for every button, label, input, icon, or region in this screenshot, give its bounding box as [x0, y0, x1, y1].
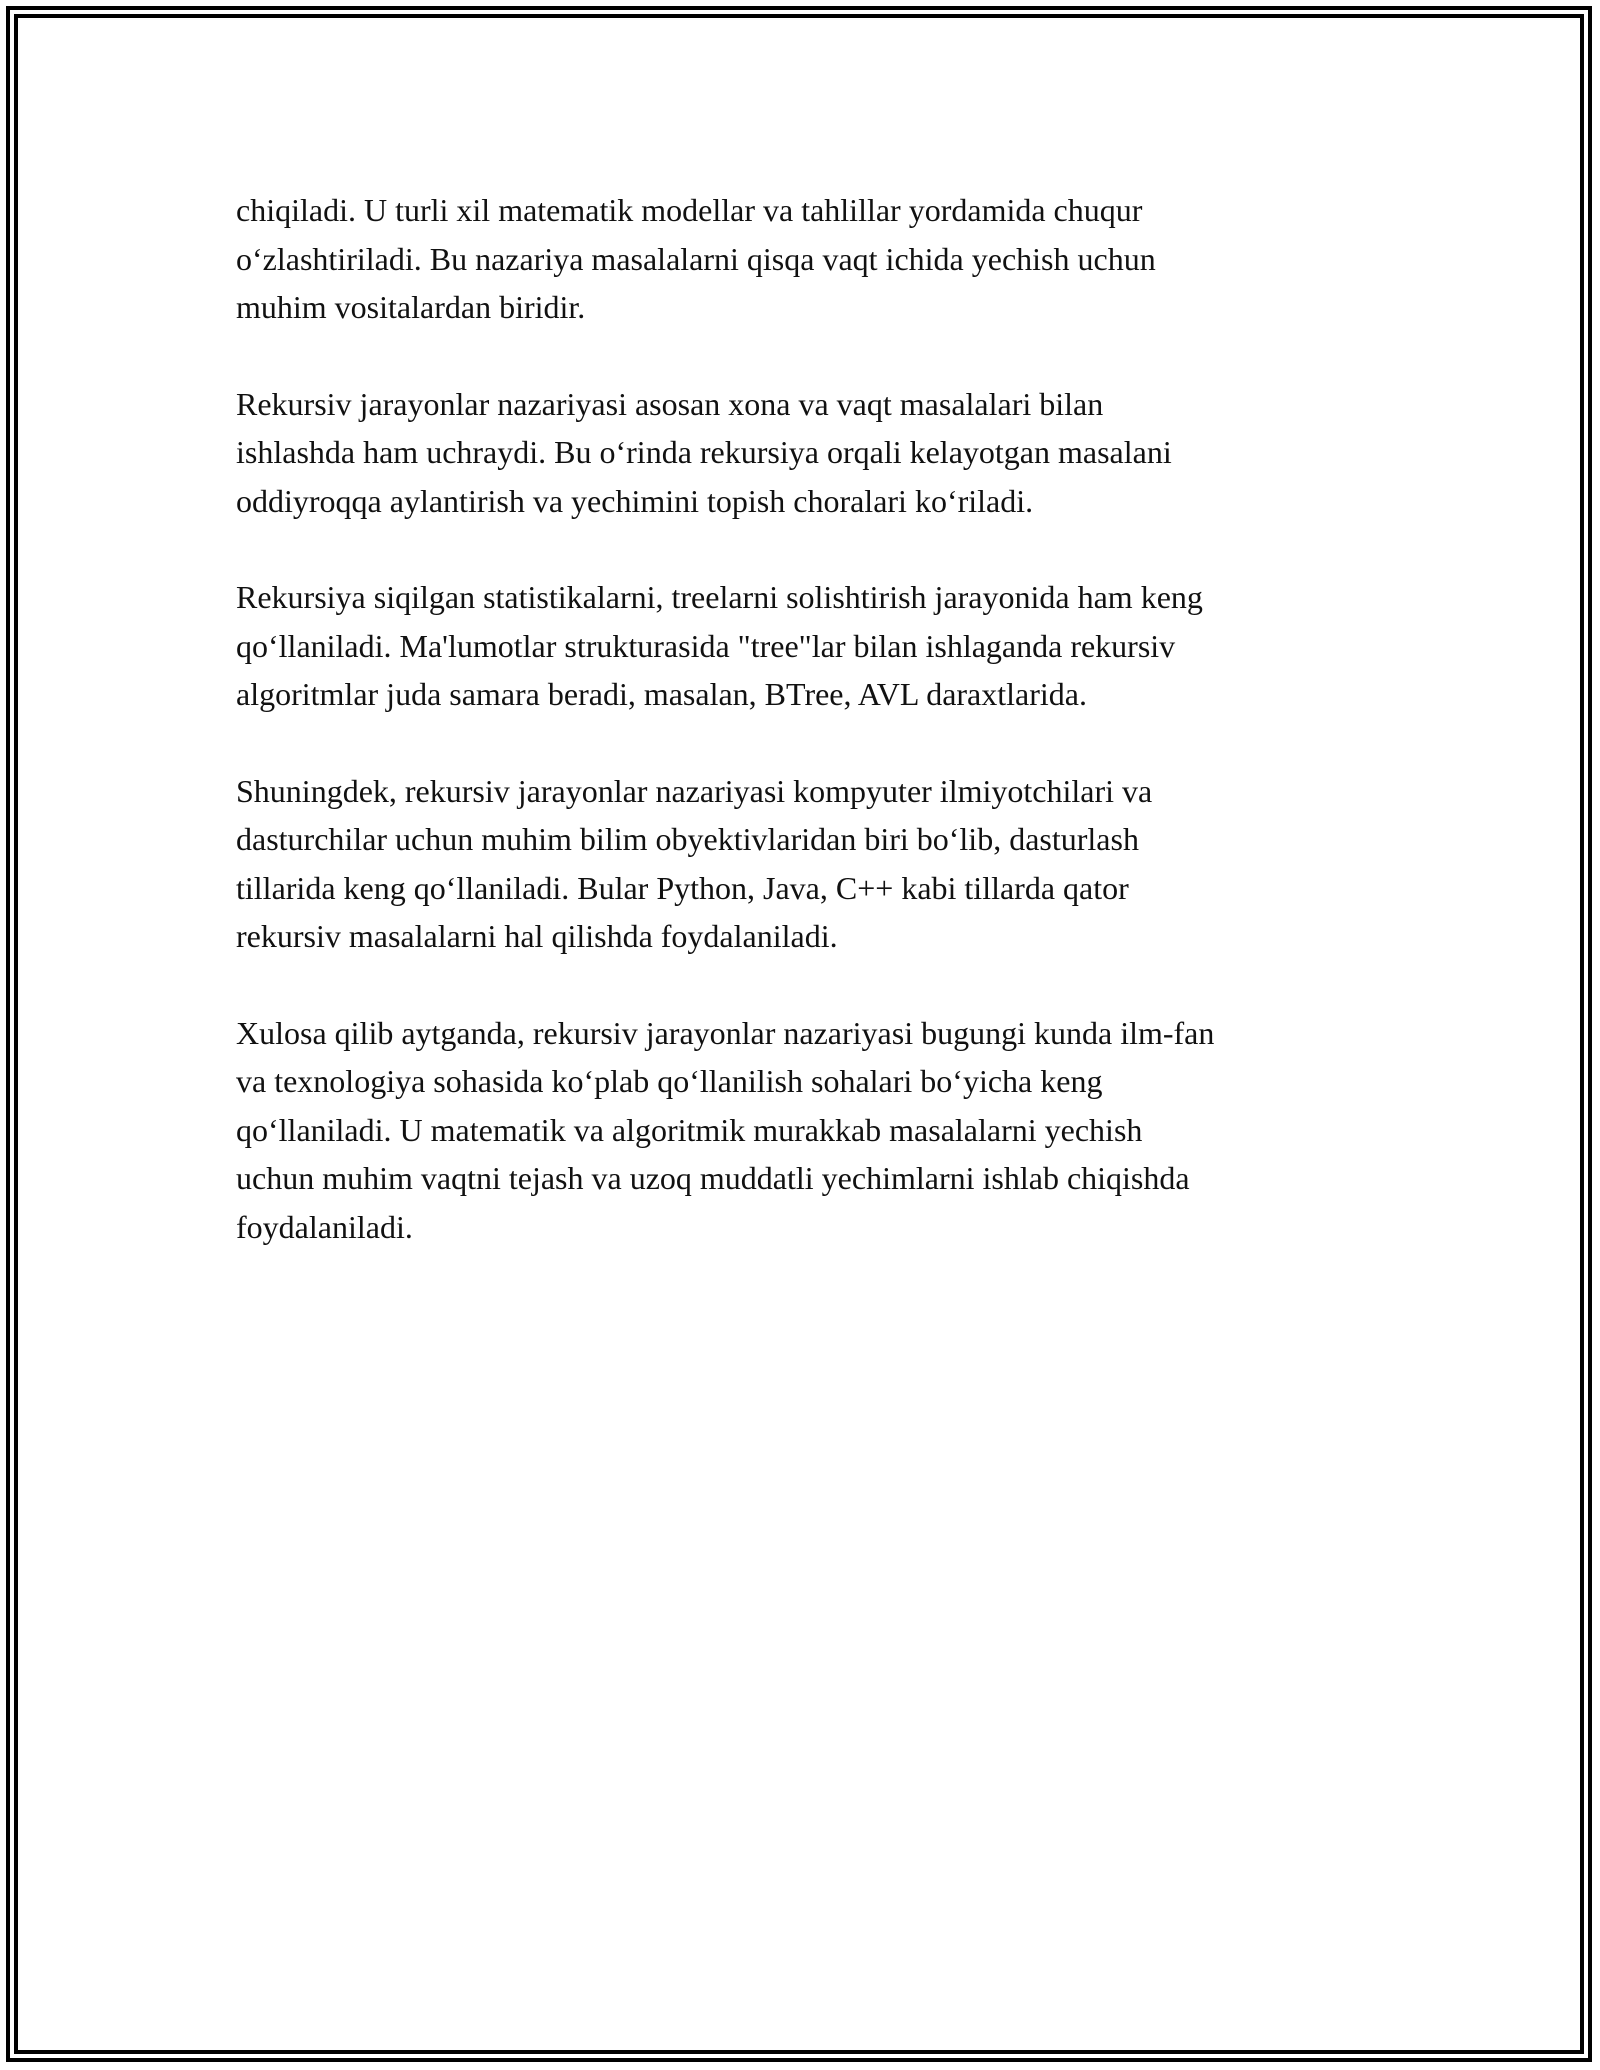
paragraph-3 — [236, 573, 1376, 719]
paragraph-1 — [236, 186, 1376, 332]
paragraph-4 — [236, 767, 1376, 961]
paragraph-5 — [236, 1009, 1376, 1252]
document-body — [236, 186, 1376, 1299]
paragraph-line: o‘zlashtiriladi. Bu nazariya masalalarni qisqa vaqt ichida yechish uchun — [236, 240, 1156, 277]
paragraph-line: chiqiladi. U turli xil matematik modellar va tahlillar yordamida chuqur — [236, 192, 1143, 228]
paragraph-line: foydalaniladi. — [236, 1208, 413, 1245]
paragraph-line: Shuningdek, rekursiv jarayonlar nazariyasi kompyuter ilmiyotchilari va — [236, 772, 1153, 809]
paragraph-line: qo‘llaniladi. Ma'lumotlar strukturasida "tree"lar bilan ishlaganda rekursiv — [236, 627, 1176, 664]
paragraph-line: muhim vositalardan biridir. — [236, 289, 586, 325]
paragraph-2 — [236, 380, 1376, 526]
paragraph-line: dasturchilar uchun muhim bilim obyektivlaridan biri bo‘lib, dasturlash — [236, 821, 1139, 857]
paragraph-line: tillarida keng qo‘llaniladi. Bular Python, Java, C++ kabi tillarda qator — [236, 869, 1129, 906]
paragraph-line: Rekursiv jarayonlar nazariyasi asosan xona va vaqt masalalari bilan — [236, 385, 1104, 422]
paragraph-line: ishlashda ham uchraydi. Bu o‘rinda rekursiya orqali kelayotgan masalani — [236, 434, 1172, 470]
paragraph-line: rekursiv masalalarni hal qilishda foydalaniladi. — [236, 918, 838, 954]
paragraph-line: qo‘llaniladi. U matematik va algoritmik murakkab masalalarni yechish — [236, 1111, 1143, 1148]
paragraph-line: va texnologiya sohasida ko‘plab qo‘llanilish sohalari bo‘yicha keng — [236, 1063, 1103, 1099]
paragraph-line: oddiyroqqa aylantirish va yechimini topish choralari ko‘riladi. — [236, 482, 1034, 519]
paragraph-line: Xulosa qilib aytganda, rekursiv jarayonlar nazariyasi bugungi kunda ilm-fan — [236, 1014, 1215, 1051]
paragraph-line: Rekursiya siqilgan statistikalarni, treelarni solishtirish jarayonida ham keng — [236, 579, 1203, 615]
paragraph-line: algoritmlar juda samara beradi, masalan, BTree, AVL daraxtlarida. — [236, 676, 1087, 712]
paragraph-line: uchun muhim vaqtni tejash va uzoq muddatli yechimlarni ishlab chiqishda — [236, 1160, 1190, 1196]
